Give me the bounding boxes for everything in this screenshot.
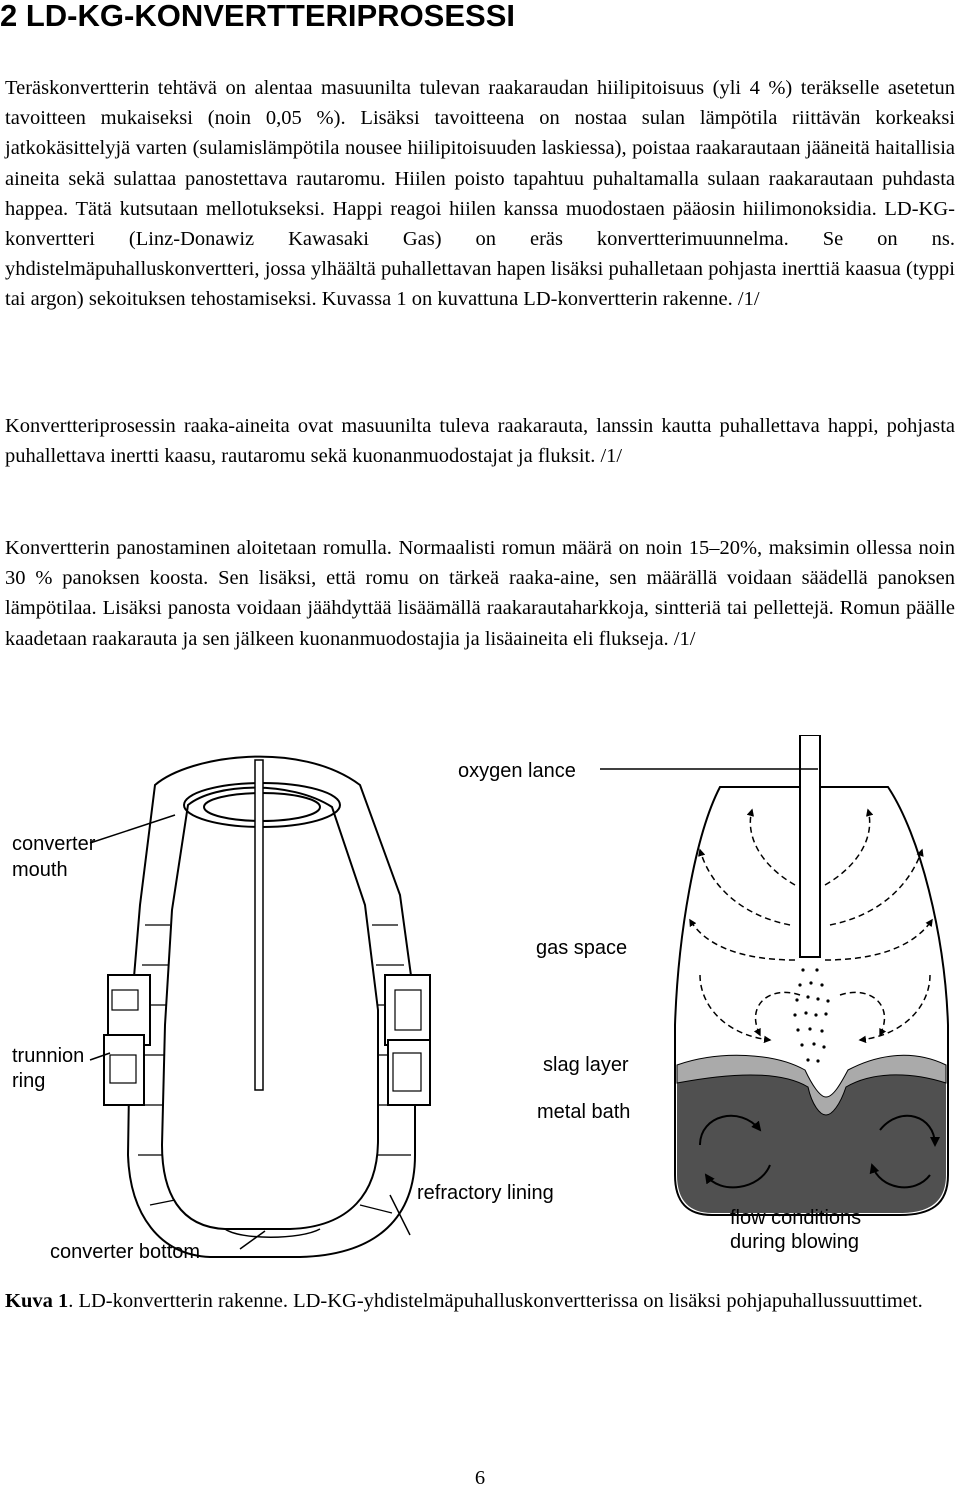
figure-caption xyxy=(5,1286,945,1316)
caption-label: Kuva 1 xyxy=(5,1290,69,1312)
paragraph-charging: Konvertterin panostaminen aloitetaan romulla. Normaalisti romun määrä on noin 15–20%, maksimin ollessa noin 30 % panoksen koosta. Sen lisäksi, että romu on tärkeä raaka-aine, sen määrällä voidaan säädellä panoksen lämpötilaa. Lisäksi panosta voidaan jäähdyttää lisäämällä raakarautaharkkoja, sintteriä tai pellettejä. Romun päälle kaadetaan raakarauta ja sen jälkeen kuonanmuodostajia ja lisäaineita eli flukseja. /1/ xyxy=(5,537,955,650)
converter-figure xyxy=(0,735,960,1280)
page-number: 6 xyxy=(474,1467,486,1489)
chapter-heading: 2 LD-KG-KONVERTTERIPROSESSI xyxy=(0,0,515,33)
paragraph-intro: Teräskonvertterin tehtävä on alentaa masuunilta tulevan raakaraudan hiilipitoisuus (yli 4 %) teräkselle asetetun tavoitteen mukaiseksi (noin 0,05 %). Lisäksi tavoitteena on nostaa sulan lämpötila riittävän korkeaksi jatkokäsittelyjä varten (sulamislämpötila nousee hiilipitoisuuden laskiessa), poistaa raakarautaan jääneitä haitallisia aineita sekä sulattaa panostettava rautaromu. Hiilen poisto tapahtuu puhaltamalla sulaan raakarautaan puhdasta happea. Tätä kutsutaan mellotukseksi. Happi reagoi hiilen kanssa muodostaen pääosin hiilimonoksidia. LD-KG-konvertteri (Linz-Donawiz Kawasaki Gas) on eräs konvertterimuunnelma. Se on ns. yhdistelmäpuhalluskonvertteri, jossa ylhäältä puhallettavan hapen lisäksi puhalletaan pohjasta inerttiä kaasua (typpi tai argon) sekoituksen tehostamiseksi. Kuvassa 1 on kuvattuna LD-konvertterin rakenne. /1/ xyxy=(5,77,955,311)
label-trunnion-ring-line2: ring xyxy=(12,1070,46,1092)
label-refractory-lining: refractory lining xyxy=(417,1182,554,1204)
label-flow-conditions-line2: during blowing xyxy=(730,1231,859,1253)
label-metal-bath: metal bath xyxy=(537,1101,631,1123)
label-slag-layer: slag layer xyxy=(543,1054,629,1076)
label-gas-space: gas space xyxy=(536,937,628,959)
converter-cutaway xyxy=(104,757,430,1257)
caption-text: . LD-konvertterin rakenne. LD-KG-yhdistelmäpuhalluskonvertterissa on lisäksi pohjapuhallussuuttimet. xyxy=(68,1290,923,1312)
converter-diagram xyxy=(0,735,960,1280)
label-trunnion-ring-line1: trunnion xyxy=(12,1045,85,1067)
label-flow-conditions-line1: flow conditions xyxy=(730,1207,862,1229)
label-oxygen-lance: oxygen lance xyxy=(458,760,576,782)
label-converter-mouth-line1: converter xyxy=(12,833,96,855)
paragraph-raw-materials: Konvertteriprosessin raaka-aineita ovat masuunilta tuleva raakarauta, lanssin kautta puhallettava happi, pohjasta puhallettava inertti kaasu, rautaromu sekä kuonanmuodostajat ja fluksit. /1/ xyxy=(5,415,955,468)
label-converter-mouth-line2: mouth xyxy=(12,859,68,881)
label-converter-bottom: converter bottom xyxy=(50,1241,201,1263)
flow-conditions-diagram xyxy=(675,735,948,1215)
